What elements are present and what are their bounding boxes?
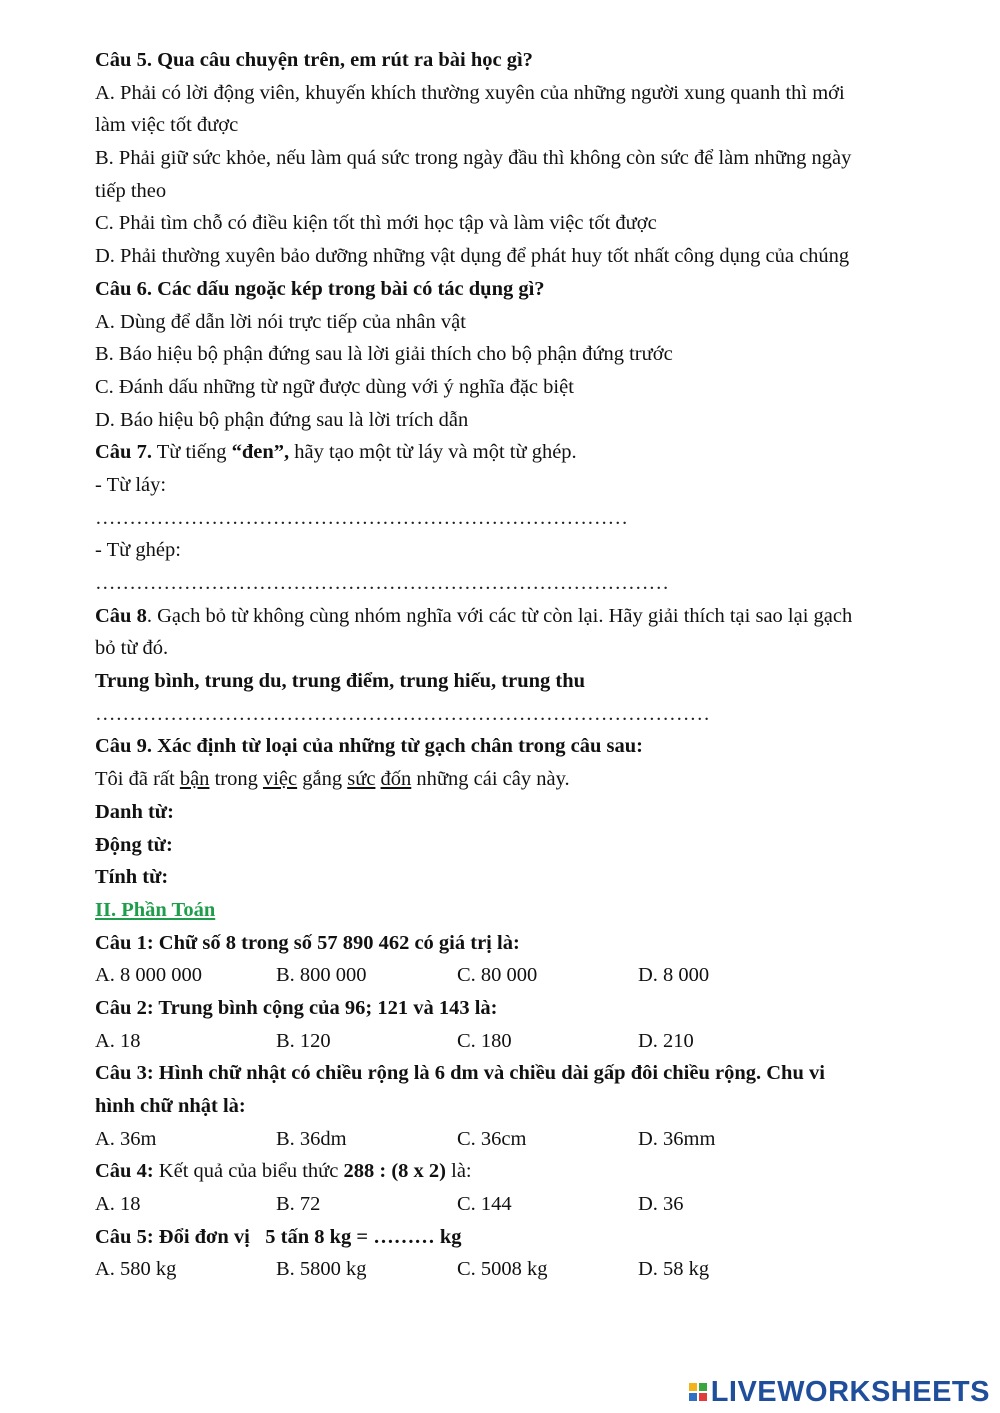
math-q4-text: Kết quả của biểu thức (153, 1160, 344, 1183)
q5-option-a-line1: A. Phải có lời động viên, khuyến khích thường xuyên của những người xung quanh thì mới (95, 81, 845, 104)
math-q2-option-b[interactable]: B. 120 (276, 1029, 331, 1052)
math-q5-options (95, 1253, 915, 1286)
math-q4-option-b[interactable]: B. 72 (276, 1193, 321, 1216)
liveworksheets-logo-icon (689, 1383, 707, 1401)
math-q3-option-b[interactable]: B. 36dm (276, 1127, 347, 1150)
q7-tu-lay-label: - Từ láy: (95, 473, 167, 496)
q7-tu-ghep-label: - Từ ghép: (95, 539, 181, 562)
math-q4-option-c[interactable]: C. 144 (457, 1193, 512, 1216)
q9-verb-label: Động từ: (95, 833, 173, 856)
math-q4-options (95, 1188, 915, 1221)
q6-option-b: B. Báo hiệu bộ phận đứng sau là lời giải thích cho bộ phận đứng trước (95, 343, 673, 366)
q9-underlined-ban: bận (179, 768, 210, 791)
math-q1-title: Câu 1: Chữ số 8 trong số 57 890 462 có giá trị là: (95, 931, 520, 954)
logo-square-2 (699, 1383, 707, 1391)
math-q4-option-a[interactable]: A. 18 (95, 1193, 141, 1216)
logo-square-4 (699, 1393, 707, 1401)
math-q2-option-a[interactable]: A. 18 (95, 1029, 141, 1052)
math-q5-option-a[interactable]: A. 580 kg (95, 1258, 177, 1281)
q7-label: Câu 7. (95, 441, 152, 464)
q7-text-pre: Từ tiếng (151, 441, 232, 464)
q8-word-list: Trung bình, trung du, trung điểm, trung hiếu, trung thu (95, 670, 586, 693)
worksheet-page (95, 44, 915, 1286)
math-q1-option-a[interactable]: A. 8 000 000 (95, 964, 203, 987)
math-q1-option-b[interactable]: B. 800 000 (276, 964, 367, 987)
math-q2-options (95, 1025, 915, 1058)
logo-square-3 (689, 1393, 697, 1401)
math-q3-option-c[interactable]: C. 36cm (457, 1127, 527, 1150)
q9-underlined-suc: sức (347, 768, 376, 791)
math-q2-option-c[interactable]: C. 180 (457, 1029, 512, 1052)
q8-text-line2: bỏ từ đó. (95, 637, 169, 660)
math-q4-label: Câu 4: (95, 1160, 154, 1183)
math-q4-expression: 288 : (8 x 2) (343, 1160, 447, 1183)
liveworksheets-logo[interactable] (689, 1377, 990, 1407)
q9-sentence (95, 763, 915, 796)
q9-underlined-viec: việc (262, 768, 298, 791)
liveworksheets-logo-text: LIVEWORKSHEETS (710, 1375, 990, 1408)
q8-label: Câu 8 (95, 604, 147, 627)
math-q3-options (95, 1123, 915, 1156)
math-q1-option-c[interactable]: C. 80 000 (457, 964, 538, 987)
q9-seg-5: những cái cây này. (411, 768, 570, 791)
q5-option-d: D. Phải thường xuyên bảo dưỡng những vật dụng để phát huy tốt nhất công dụng của chúng (95, 245, 850, 268)
q8-text-line1: . Gạch bỏ từ không cùng nhóm nghĩa với các từ còn lại. Hãy giải thích tại sao lại gạch (146, 604, 853, 627)
q9-noun-label: Danh từ: (95, 800, 174, 823)
q9-adj-label: Tính từ: (95, 866, 169, 889)
math-q3-option-d[interactable]: D. 36mm (638, 1127, 716, 1150)
logo-square-1 (689, 1383, 697, 1391)
math-q5-option-c[interactable]: C. 5008 kg (457, 1258, 548, 1281)
math-section-title: II. Phần Toán (95, 898, 216, 921)
math-q5-option-d[interactable]: D. 58 kg (638, 1258, 710, 1281)
q7-tu-ghep-answer-line[interactable]: ………………………………………………………………………… (95, 572, 669, 594)
math-q4-option-d[interactable]: D. 36 (638, 1193, 684, 1216)
question-7 (95, 436, 915, 469)
q5-option-c: C. Phải tìm chỗ có điều kiện tốt thì mới học tập và làm việc tốt được (95, 212, 657, 235)
q8-answer-line[interactable]: ……………………………………………………………………………… (95, 702, 710, 725)
math-q4-tail: là: (446, 1160, 472, 1183)
q9-seg-1: Tôi đã rất (95, 768, 180, 791)
q5-option-a-line2: làm việc tốt được (95, 114, 239, 137)
q6-option-c: C. Đánh dấu những từ ngữ được dùng với ý nghĩa đặc biệt (95, 375, 574, 398)
math-q1-option-d[interactable]: D. 8 000 (638, 964, 710, 987)
math-q3-title-line2: hình chữ nhật là: (95, 1095, 246, 1117)
math-q5-title: Câu 5: Đổi đơn vị 5 tấn 8 kg = ……… kg (95, 1225, 462, 1248)
question-9-title: Câu 9. Xác định từ loại của những từ gạch chân trong câu sau: (95, 735, 643, 758)
question-8 (95, 600, 915, 633)
question-5-title: Câu 5. Qua câu chuyện trên, em rút ra bài học gì? (95, 49, 533, 71)
q7-tu-lay-answer-line[interactable]: …………………………………………………………………… (95, 506, 628, 529)
question-6-title: Câu 6. Các dấu ngoặc kép trong bài có tác dụng gì? (95, 277, 545, 300)
q9-underlined-don: đốn (380, 768, 412, 791)
q9-seg-2: trong (209, 768, 263, 791)
q7-word: “đen”, (231, 441, 290, 464)
math-q1-options (95, 959, 915, 992)
q5-option-b-line1: B. Phải giữ sức khỏe, nếu làm quá sức trong ngày đầu thì không còn sức để làm những ngày (95, 147, 852, 170)
math-q3-title-line1: Câu 3: Hình chữ nhật có chiều rộng là 6 dm và chiều dài gấp đôi chiều rộng. Chu vi (95, 1062, 825, 1085)
q6-option-d: D. Báo hiệu bộ phận đứng sau là lời trích dẫn (95, 408, 469, 431)
q5-option-b-line2: tiếp theo (95, 179, 167, 202)
q7-text-post: hãy tạo một từ láy và một từ ghép. (289, 441, 577, 464)
math-q3-option-a[interactable]: A. 36m (95, 1127, 157, 1150)
math-q4-title (95, 1155, 915, 1188)
math-q5-option-b[interactable]: B. 5800 kg (276, 1258, 367, 1281)
math-q2-option-d[interactable]: D. 210 (638, 1029, 694, 1052)
math-q2-title: Câu 2: Trung bình cộng của 96; 121 và 143 là: (95, 996, 498, 1019)
q6-option-a: A. Dùng để dẫn lời nói trực tiếp của nhân vật (95, 310, 466, 333)
q9-seg-3: gắng (297, 768, 348, 791)
